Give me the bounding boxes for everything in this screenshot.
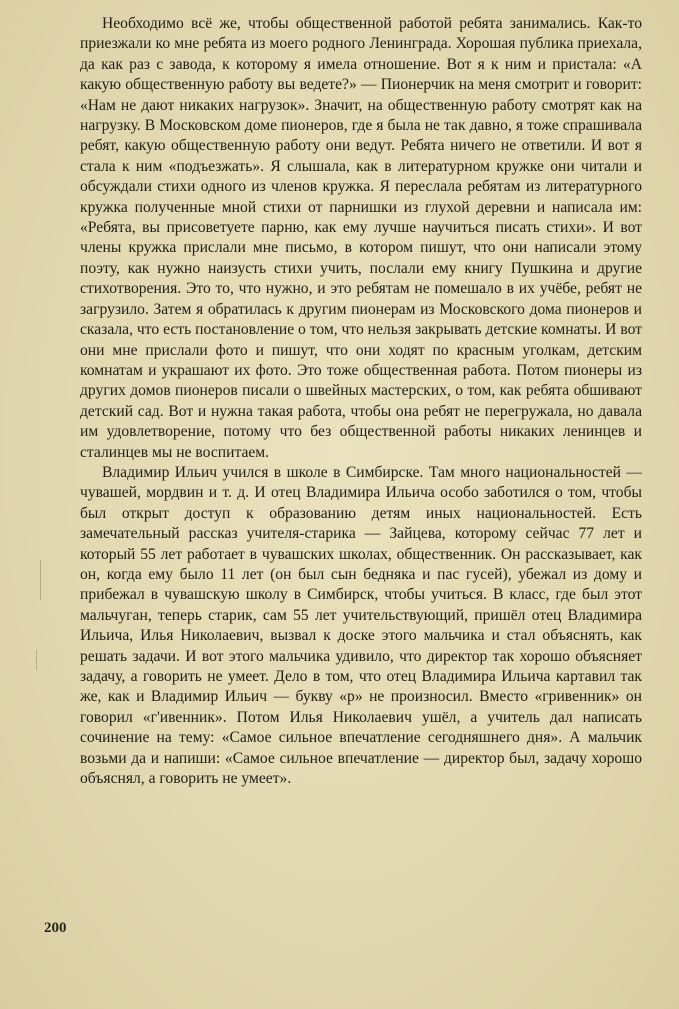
paragraph-1: Необходимо всё же, чтобы общественной работой ребята занимались. Как-то приезжали ко мне ребята из моего родного Ленинграда. Хорошая публика приехала, да как раз с завода, к которому я имела отношение. Вот я к ним и пристала: «А какую общественную работу вы ведете?» — Пионерчик на меня смотрит и говорит: «Нам не дают никаких нагрузок». Значит, на общественную работу смотрят как на нагрузку. В Московском доме пионеров, где я была не так давно, я тоже спрашивала ребят, какую общественную работу они ведут. Ребята ничего не ответили. И вот я стала к ним «подъезжать». Я слышала, как в литературном кружке они читали и обсуждали стихи одного из членов кружка. Я переслала ребятам из литературного кружка полученные мной стихи от парнишки из глухой деревни и написала им: «Ребята, вы присоветуете парню, как ему лучше научиться писать стихи». И вот члены кружка прислали мне письмо, в котором пишут, что они написали этому поэту, как нужно наизусть стихи учить, послали ему книгу Пушкина и другие стихотворения. Это то, что нужно, и это ребятам не помешало в их учёбе, ребят не загрузило. Затем я обратилась к другим пионерам из Московского дома пионеров и сказала, что есть постановление о том, что нельзя закрывать детские комнаты. И вот они мне прислали фото и пишут, что они ходят по красным уголкам, детским комнатам и украшают их фото. Это тоже общественная работа. Потом пионеры из других домов пионеров писали о швейных мастерских, о том, как ребята обшивают детский сад. Вот и нужна такая работа, чтобы она ребят не перегружала, но давала им удовлетворение, потому что без общественной работы никаких ленинцев и сталинцев мы не воспитаем. [80,15,642,461]
body-text [80,14,642,789]
margin-mark [36,650,37,670]
margin-mark [40,560,41,600]
page-number: 200 [44,920,67,936]
paragraph-2: Владимир Ильич учился в школе в Симбирске. Там много национальностей — чувашей, мордвин и т. д. И отец Владимира Ильича особо заботился о том, чтобы был открыт доступ к образованию детям иных национальностей. Есть замечательный рассказ учителя-старика — Зайцева, которому сейчас 77 лет и который 55 лет работает в чувашских школах, общественник. Он рассказывает, как он, когда ему было 11 лет (он был сын бедняка и пас гусей), убежал из дому и прибежал в чувашскую школу в Симбирск, чтобы учиться. В класс, где был этот мальчуган, теперь старик, сам 55 лет учительствующий, пришёл отец Владимира Ильича, Илья Николаевич, вызвал к доске этого мальчика и стал объяснять, как решать задачи. И вот этого мальчика удивило, что директор так хорошо объясняет задачу, а говорить не умеет. Дело в том, что отец Владимира Ильича картавил так же, как и Владимир Ильич — букву «р» не произносил. Вместо «гривенник» он говорил «г'ивенник». Потом Илья Николаевич ушёл, а учитель дал написать сочинение на тему: «Самое сильное впечатление сегодняшнего дня». А мальчик возьми да и напиши: «Самое сильное впечатление — директор был, задачу хорошо объяснял, а говорить не умеет». [80,463,642,788]
